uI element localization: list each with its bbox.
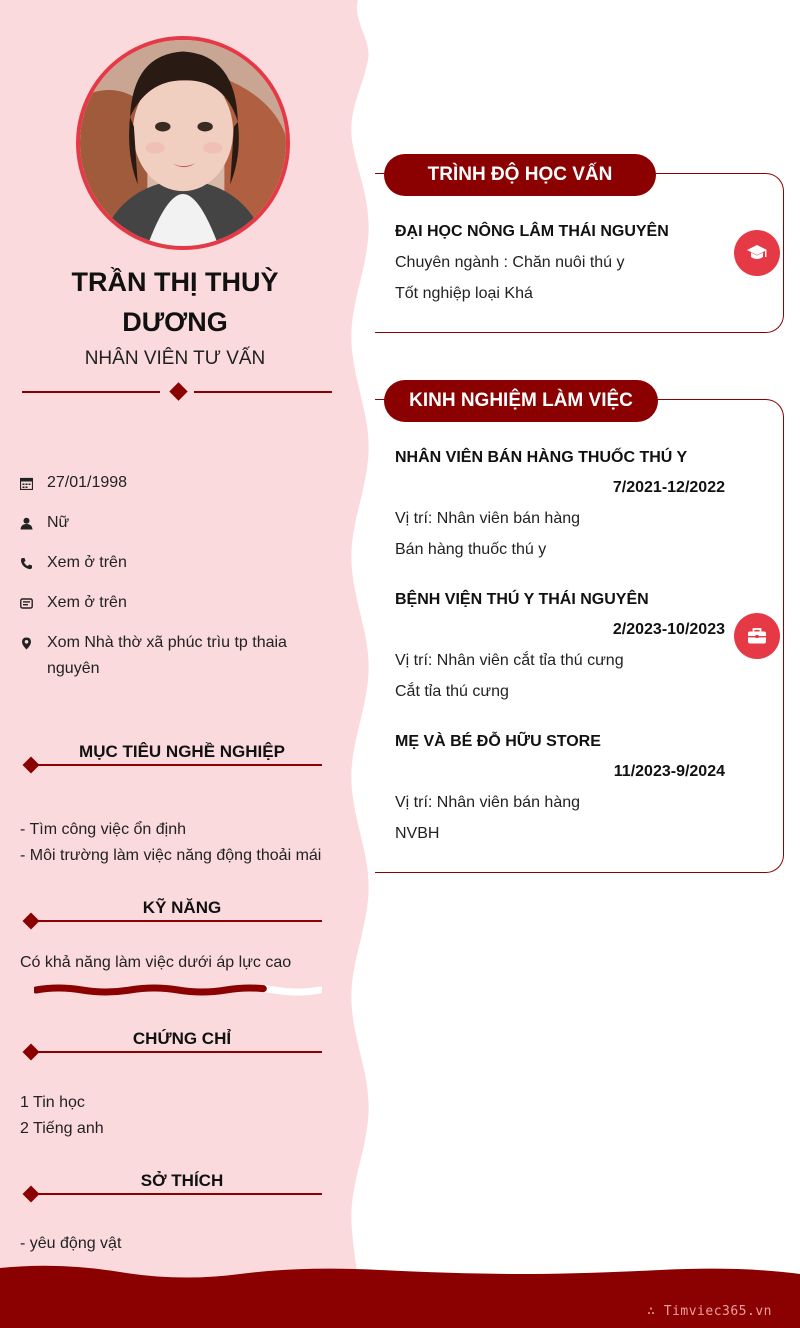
- job-title: NHÂN VIÊN TƯ VẤN: [84, 348, 266, 369]
- work-description: Bán hàng thuốc thú y: [395, 541, 547, 558]
- info-value: Xem ở trên: [47, 554, 127, 571]
- work-period: 2/2023-10/2023: [612, 621, 725, 638]
- experience-title: KINH NGHIỆM LÀM VIỆC: [384, 380, 658, 422]
- section-title: MỤC TIÊU NGHỀ NGHIỆP: [79, 742, 285, 761]
- company-name: MẸ VÀ BÉ ĐỖ HỮU STORE: [395, 733, 601, 750]
- info-value: Nữ: [47, 514, 70, 531]
- info-value: Xom Nhà thờ xã phúc trìu tp thaia nguyên: [47, 634, 287, 677]
- goal-line: - Môi trường làm việc năng động thoải mái: [20, 847, 322, 864]
- candidate-name: TRẦN THỊ THUỲ DƯƠNG: [71, 267, 279, 337]
- school-name: ĐẠI HỌC NÔNG LÂM THÁI NGUYÊN: [395, 223, 669, 240]
- info-value: 27/01/1998: [47, 474, 128, 491]
- section-title: SỞ THÍCH: [140, 1171, 224, 1190]
- info-value: Xem ở trên: [47, 594, 127, 611]
- work-description: NVBH: [395, 825, 440, 842]
- company-name: NHÂN VIÊN BÁN HÀNG THUỐC THÚ Y: [395, 449, 688, 466]
- section-title: CHỨNG CHỈ: [132, 1029, 232, 1048]
- work-position: Vị trí: Nhân viên bán hàng: [395, 794, 581, 811]
- certificate-line: 1 Tin học: [20, 1094, 85, 1111]
- work-description: Cắt tỉa thú cưng: [395, 683, 509, 700]
- experience-item: [395, 732, 725, 844]
- work-period: 11/2023-9/2024: [613, 763, 725, 780]
- goal-line: - Tìm công việc ổn định: [20, 821, 187, 838]
- graduation-cap-icon: [734, 230, 780, 276]
- certificate-line: 2 Tiếng anh: [20, 1120, 104, 1137]
- experience-item: [395, 448, 725, 560]
- skill-name: Có khả năng làm việc dưới áp lực cao: [20, 954, 292, 971]
- education-entry: [395, 222, 725, 304]
- work-position: Vị trí: Nhân viên cắt tỉa thú cưng: [395, 652, 624, 669]
- experience-item: [395, 590, 725, 702]
- work-position: Vị trí: Nhân viên bán hàng: [395, 510, 581, 527]
- watermark: ∴ Timviec365.vn: [647, 1304, 772, 1319]
- work-period: 7/2021-12/2022: [612, 479, 725, 496]
- section-title: KỸ NĂNG: [142, 898, 222, 917]
- education-title: TRÌNH ĐỘ HỌC VẤN: [384, 154, 656, 196]
- briefcase-icon: [734, 613, 780, 659]
- major: Chuyên ngành : Chăn nuôi thú y: [395, 254, 625, 271]
- company-name: BỆNH VIỆN THÚ Y THÁI NGUYÊN: [395, 591, 649, 608]
- graduation-result: Tốt nghiệp loại Khá: [395, 285, 533, 302]
- hobby-line: - yêu động vật: [20, 1235, 122, 1252]
